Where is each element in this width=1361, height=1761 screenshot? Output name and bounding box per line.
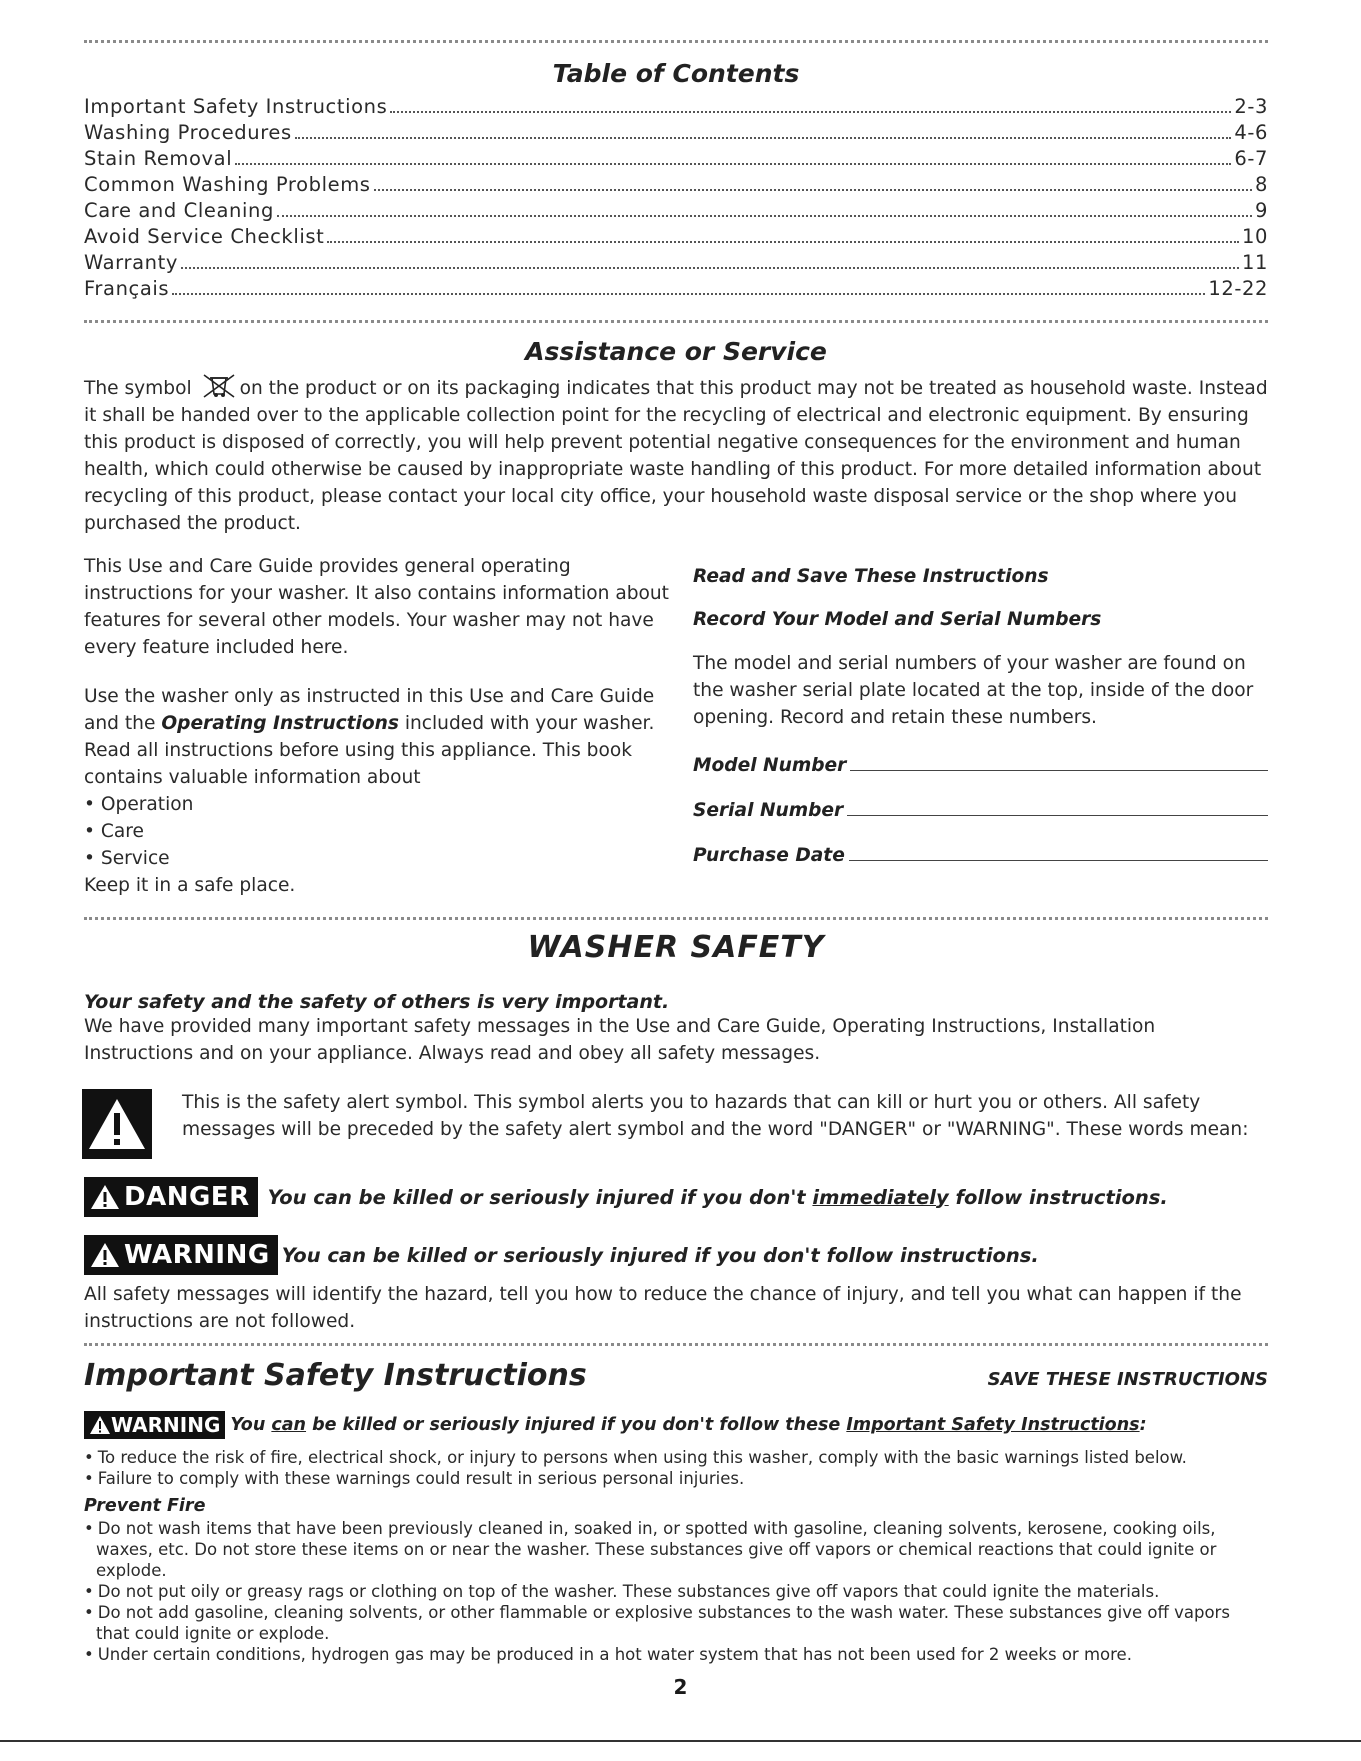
read-save-heading: Read and Save These Instructions [693, 566, 1049, 587]
manual-page [84, 40, 1268, 1665]
important-warning-row [84, 1411, 1268, 1439]
use-instructions: Use the washer only as instructed in this Use and Care Guide and the Operating Instructions included with your washer. [84, 686, 655, 734]
safety-subtitle: Your safety and the safety of others is very important. [84, 991, 670, 1013]
divider [84, 40, 1268, 43]
alert-triangle-icon [89, 1415, 111, 1435]
toc-entry[interactable]: Common Washing Problems 8 [84, 173, 1268, 196]
toc-entry[interactable]: Stain Removal 6-7 [84, 147, 1268, 170]
list-item: • Under certain conditions, hydrogen gas may be produced in a hot water system that has not been used for 2 weeks or more. [84, 1644, 1268, 1665]
toc-entry[interactable]: Care and Cleaning 9 [84, 199, 1268, 222]
warning-badge: WARNING [84, 1411, 225, 1439]
assistance-title: Assistance or Service [525, 337, 827, 366]
purchase-date-field[interactable]: Purchase Date [693, 845, 1268, 866]
guide-columns [84, 553, 1268, 899]
safety-messages-note: All safety messages will identify the hazard, tell you how to reduce the chance of injury, and tell you what can happen if the instructions are not followed. [84, 1284, 1242, 1332]
bottom-divider [0, 1740, 1361, 1742]
page-number: 2 [673, 1675, 688, 1699]
toc-entry[interactable]: Washing Procedures 4-6 [84, 121, 1268, 144]
danger-row [84, 1177, 1268, 1217]
save-instructions-label: SAVE THESE INSTRUCTIONS [987, 1369, 1268, 1390]
list-item: • Failure to comply with these warnings could result in serious personal injuries. [84, 1468, 1268, 1489]
list-item: • Do not add gasoline, cleaning solvents, or other flammable or explosive substances to the wash water. These substances give off vapors that could ignite or explode. [84, 1602, 1268, 1644]
washer-safety-title: WASHER SAFETY [527, 930, 825, 965]
list-item: • Care [84, 821, 144, 842]
warning-badge: WARNING [84, 1235, 278, 1275]
guide-left-column [84, 553, 674, 899]
toc-entry[interactable]: Warranty 11 [84, 251, 1268, 274]
keep-safe: Keep it in a safe place. [84, 875, 296, 896]
safety-alert-triangle-icon [82, 1089, 152, 1159]
toc-list [84, 94, 1268, 302]
prevent-fire-list [84, 1518, 1268, 1665]
warning-message: You can be killed or seriously injured if you don't follow instructions. [281, 1243, 1039, 1267]
warning-row [84, 1235, 1268, 1275]
basic-warnings-list [84, 1447, 1268, 1489]
read-instructions: Read all instructions before using this appliance. This book contains valuable information about [84, 740, 633, 788]
divider [84, 320, 1268, 323]
serial-plate-info: The model and serial numbers of your washer are found on the washer serial plate located at the top, inside of the door opening. Record and retain these numbers. [693, 653, 1254, 728]
important-warning-message: You can be killed or seriously injured if you don't follow these Important Safety Instructions: [230, 1415, 1147, 1435]
list-item: • Do not wash items that have been previously cleaned in, soaked in, or spotted with gasoline, cleaning solvents, kerosene, cooking oils, waxes, etc. Do not store these items on or near the washer. These substances give off vapors or chemical reactions that could ignite or explode. [84, 1518, 1268, 1581]
crossed-out-wheelie-bin-icon [198, 374, 240, 398]
safety-alert-text: This is the safety alert symbol. This symbol alerts you to hazards that can kill or hurt you or others. All safety messages will be preceded by the safety alert symbol and the word "DANGER" or "WARNING". These words mean: [182, 1092, 1249, 1140]
important-safety-header [84, 1358, 1268, 1393]
list-item: • To reduce the risk of fire, electrical shock, or injury to persons when using this washer, comply with the basic warnings listed below. [84, 1447, 1268, 1468]
prevent-fire-heading: Prevent Fire [84, 1496, 206, 1516]
toc-entry[interactable]: Français 12-22 [84, 277, 1268, 300]
danger-message: You can be killed or seriously injured if you don't immediately follow instructions. [267, 1185, 1168, 1209]
operating-instructions-ref: Operating Instructions [161, 713, 399, 734]
toc-entry[interactable]: Avoid Service Checklist 10 [84, 225, 1268, 248]
toc-title: Table of Contents [552, 59, 800, 88]
recycling-paragraph: The symbol on the product or on its packaging indicates that this product may not be treated as household waste. Instead it shall be handed over to the applicable collection point for the recycling of electrical and electronic equipment. By ensuring this product is disposed of correctly, you will help prevent potential negative consequences for the environment and human health, which could otherwise be caused by inappropriate waste handling of this product. For more detailed information about recycling of this product, please contact your local city office, your household waste disposal service or the shop where you purchased the product. [84, 374, 1268, 537]
important-safety-title: Important Safety Instructions [84, 1358, 587, 1393]
list-item: • Do not put oily or greasy rags or clothing on top of the washer. These substances give off vapors that could ignite the materials. [84, 1581, 1268, 1602]
alert-triangle-icon [90, 1242, 120, 1268]
guide-right-column [693, 553, 1268, 899]
model-number-field[interactable]: Model Number [693, 755, 1268, 776]
record-numbers-heading: Record Your Model and Serial Numbers [693, 609, 1102, 630]
divider [84, 1343, 1268, 1346]
divider [84, 917, 1268, 920]
list-item: • Operation [84, 794, 194, 815]
danger-badge: DANGER [84, 1177, 258, 1217]
toc-entry[interactable]: Important Safety Instructions 2-3 [84, 95, 1268, 118]
guide-intro: This Use and Care Guide provides general operating instructions for your washer. It also contains information about features for several other models. Your washer may not have every feature included here. [84, 556, 669, 658]
serial-number-field[interactable]: Serial Number [693, 800, 1268, 821]
alert-triangle-icon [90, 1184, 120, 1210]
list-item: • Service [84, 848, 170, 869]
safety-intro: We have provided many important safety messages in the Use and Care Guide, Operating Instructions, Installation Instructions and on your appliance. Always read and obey all safety messages. [84, 1016, 1156, 1064]
info-list [84, 791, 674, 872]
safety-alert-block [84, 1089, 1268, 1159]
